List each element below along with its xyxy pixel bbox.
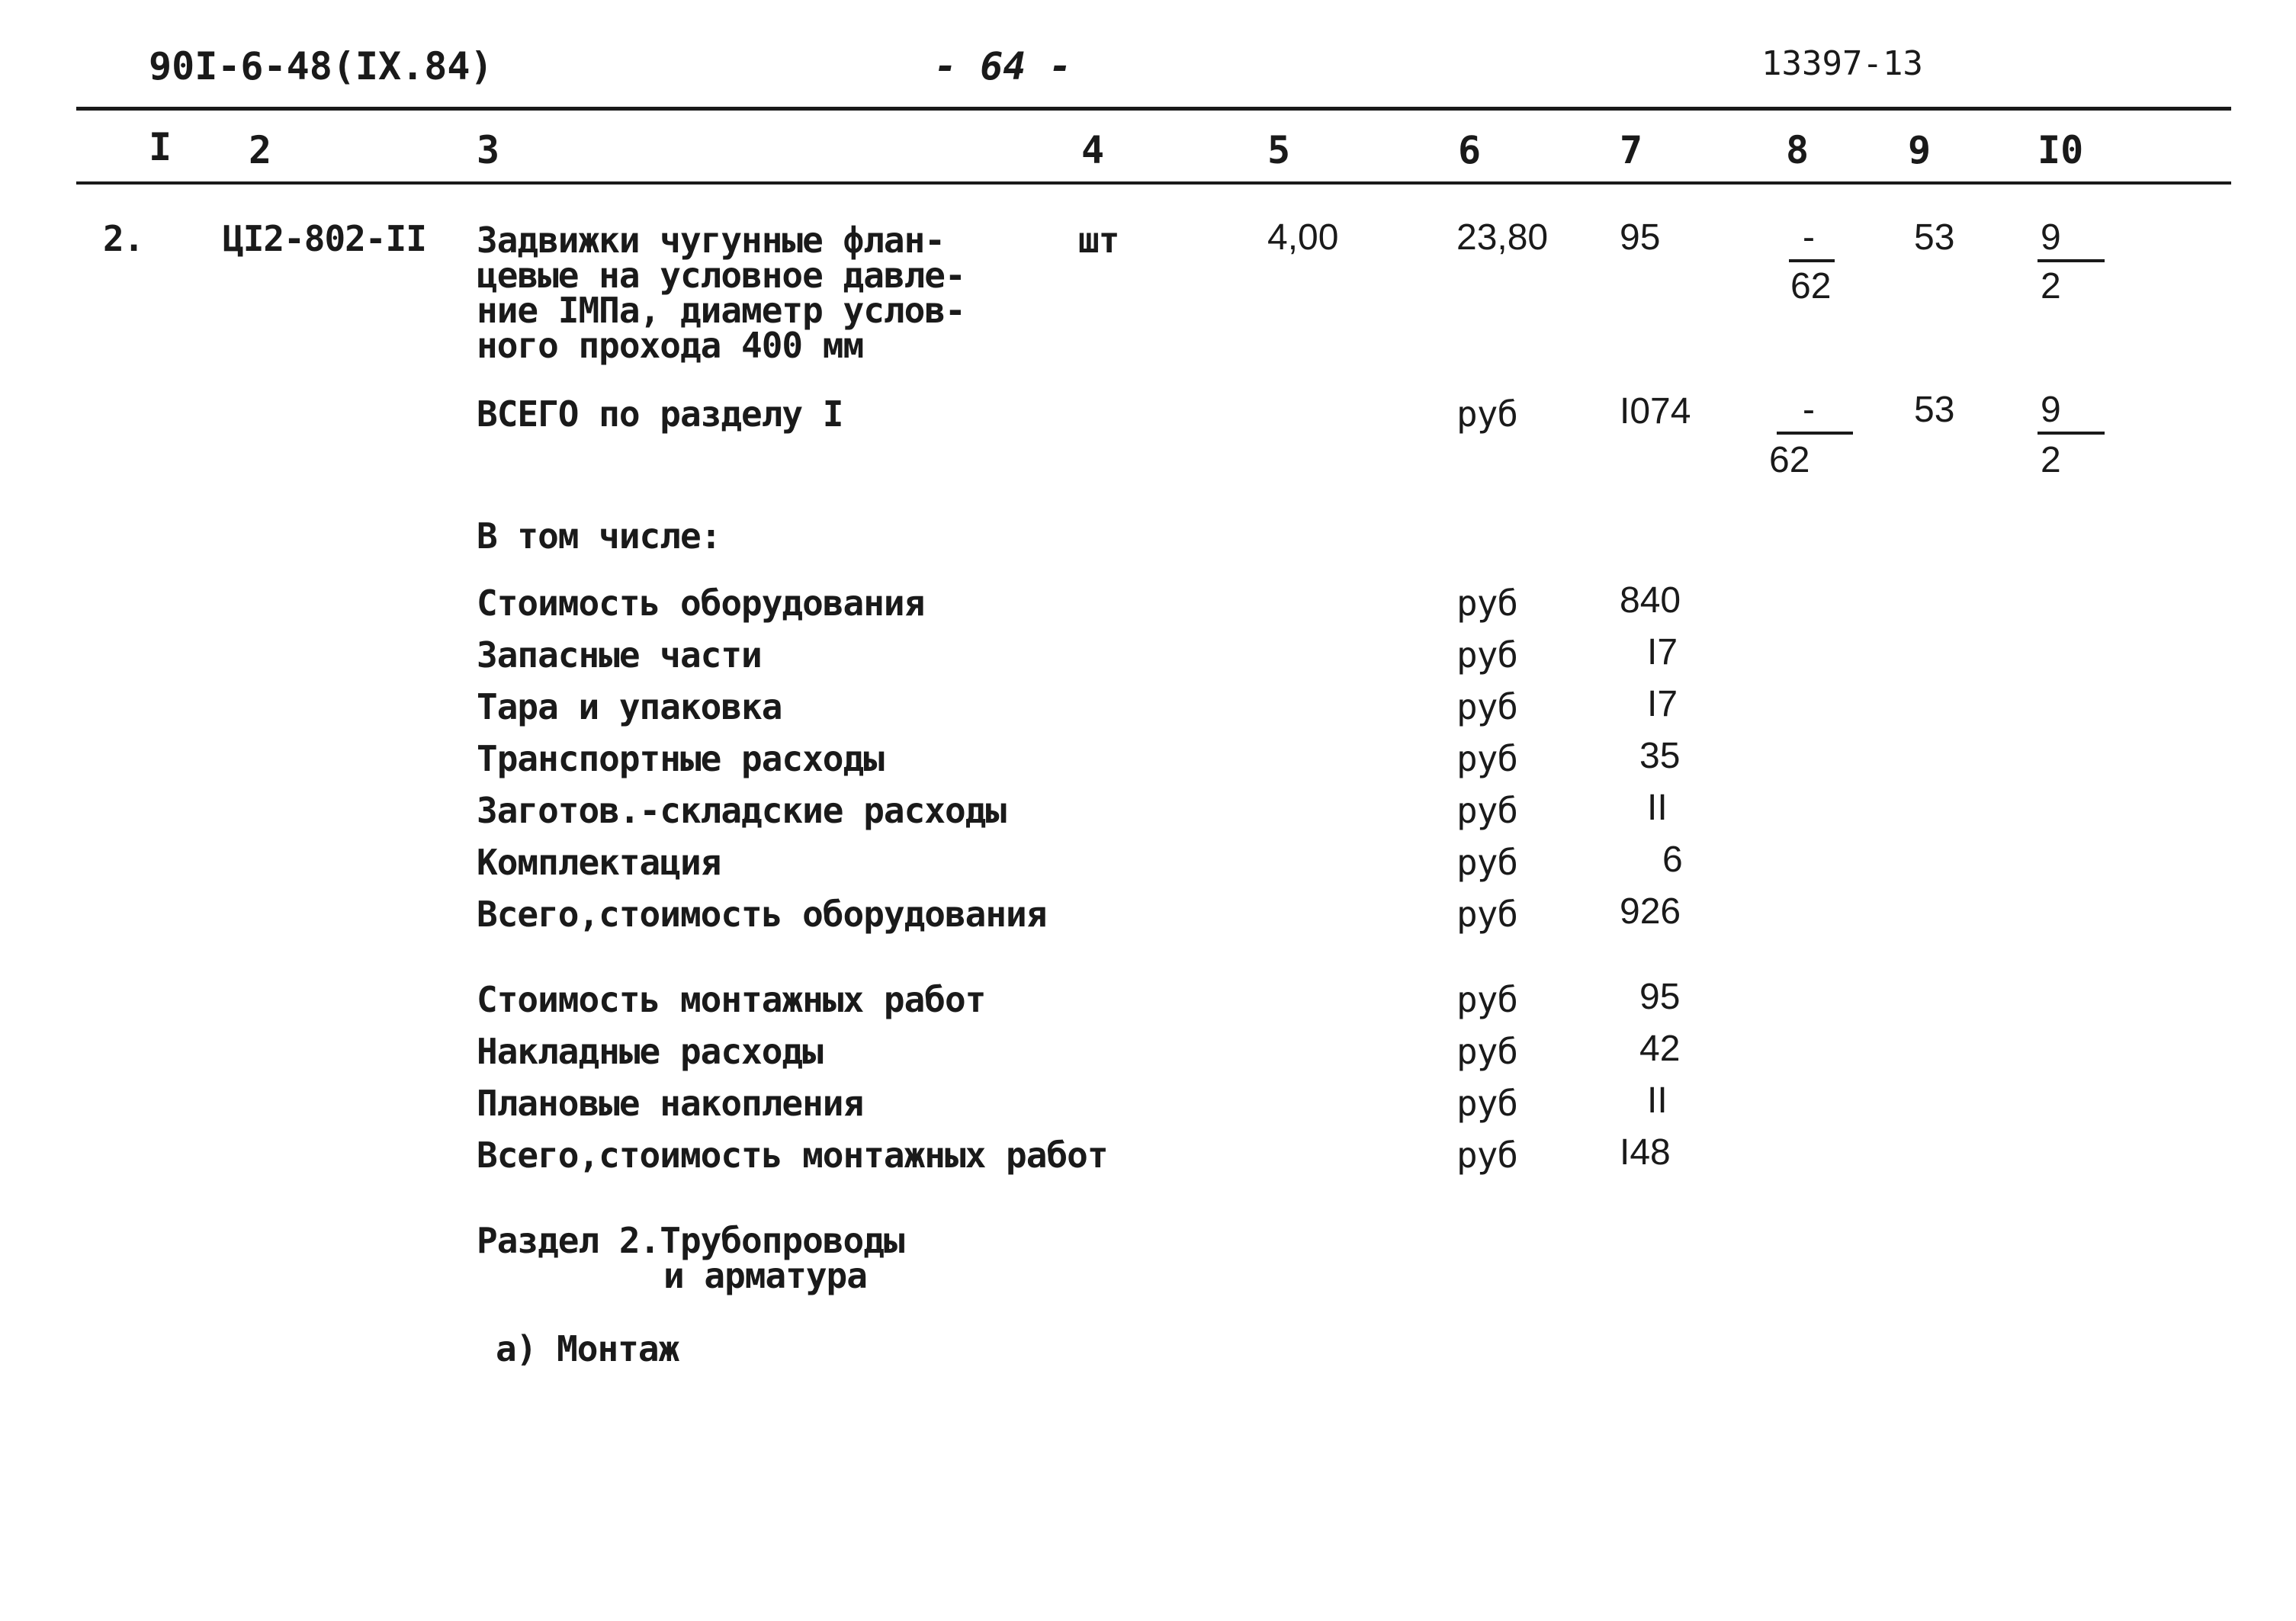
equipment-total-label: Всего,стоимость оборудования xyxy=(477,894,1047,935)
section-total-col10-top: 9 xyxy=(2041,390,2061,430)
installation-total-label: Всего,стоимость монтажных работ xyxy=(477,1135,1108,1176)
equipment-item-unit: руб xyxy=(1456,738,1518,779)
installation-item-unit: руб xyxy=(1456,1031,1518,1072)
equipment-item-unit: руб xyxy=(1456,842,1518,883)
row-col8-fraction-line xyxy=(1789,259,1835,262)
column-header-9: 9 xyxy=(1908,128,1932,172)
column-header-3: 3 xyxy=(477,128,500,172)
header-top-rule xyxy=(76,107,2231,111)
installation-item-label: Накладные расходы xyxy=(477,1031,823,1072)
installation-item-label: Стоимость монтажных работ xyxy=(477,979,986,1020)
section2-heading-line1: Раздел 2.Трубопроводы xyxy=(477,1220,904,1261)
equipment-item-value: I7 xyxy=(1647,632,1678,672)
equipment-total-value: 926 xyxy=(1620,891,1681,932)
column-header-2: 2 xyxy=(249,128,272,172)
section-total-value: I074 xyxy=(1620,391,1691,432)
column-header-6: 6 xyxy=(1458,128,1482,172)
column-header-5: 5 xyxy=(1267,128,1291,172)
installation-item-label: Плановые накопления xyxy=(477,1083,864,1124)
equipment-item-label: Комплектация xyxy=(477,842,721,883)
doc-code: 90I-6-48(IX.84) xyxy=(149,44,493,88)
row-index: 2. xyxy=(103,218,144,259)
row-col10-fraction-line xyxy=(2037,259,2105,262)
section2-heading-line2: и арматура xyxy=(663,1255,867,1296)
section-total-unit: руб xyxy=(1456,393,1518,435)
row-col8-bottom: 62 xyxy=(1790,266,1832,307)
section-total-col10-fraction-line xyxy=(2037,432,2105,435)
row-col9: 53 xyxy=(1914,217,1955,258)
section-total-col8-top: - xyxy=(1803,390,1815,430)
section-total-col8-fraction-line xyxy=(1777,432,1853,435)
equipment-item-unit: руб xyxy=(1456,583,1518,624)
equipment-item-value: I7 xyxy=(1647,684,1678,724)
row-code: ЦI2-802-II xyxy=(223,218,426,259)
section-total-label: ВСЕГО по разделу I xyxy=(477,393,843,435)
equipment-item-value: 840 xyxy=(1620,580,1681,621)
installation-total-unit: руб xyxy=(1456,1135,1518,1176)
equipment-item-unit: руб xyxy=(1456,634,1518,676)
including-heading: В том числе: xyxy=(477,515,721,557)
installation-item-value: 95 xyxy=(1639,977,1681,1017)
installation-total-value: I48 xyxy=(1620,1132,1671,1173)
equipment-item-label: Транспортные расходы xyxy=(477,738,884,779)
inventory-number: 13397-13 xyxy=(1761,44,1923,83)
section-total-col10-bottom: 2 xyxy=(2041,440,2061,480)
row-total: 95 xyxy=(1620,217,1661,258)
column-header-7: 7 xyxy=(1620,128,1643,172)
equipment-item-value: 6 xyxy=(1662,839,1683,880)
equipment-item-unit: руб xyxy=(1456,686,1518,727)
section-total-col8-bottom: 62 xyxy=(1769,440,1810,480)
equipment-item-label: Стоимость оборудования xyxy=(477,583,925,624)
row-quantity: 4,00 xyxy=(1267,217,1339,258)
equipment-item-value: II xyxy=(1647,788,1668,828)
column-header-8: 8 xyxy=(1786,128,1810,172)
equipment-total-unit: руб xyxy=(1456,894,1518,935)
installation-item-value: 42 xyxy=(1639,1029,1681,1069)
page-number: - 64 - xyxy=(934,44,1072,88)
equipment-item-value: 35 xyxy=(1639,736,1681,776)
equipment-item-label: Тара и упаковка xyxy=(477,686,782,727)
row-description xyxy=(477,220,965,366)
column-header-10: I0 xyxy=(2037,128,2084,172)
section-total-col9: 53 xyxy=(1914,390,1955,430)
description-line: цевые на условное давле- xyxy=(477,255,965,296)
installation-item-unit: руб xyxy=(1456,1083,1518,1124)
section2-subsection: а) Монтаж xyxy=(496,1328,679,1369)
column-header-4: 4 xyxy=(1081,128,1105,172)
header-bottom-rule xyxy=(76,181,2231,185)
equipment-item-unit: руб xyxy=(1456,790,1518,831)
row-price: 23,80 xyxy=(1456,217,1549,258)
description-line: ного прохода 400 мм xyxy=(477,325,864,366)
row-col10-bottom: 2 xyxy=(2041,266,2061,307)
installation-item-value: II xyxy=(1647,1080,1668,1121)
row-col8-top: - xyxy=(1803,217,1815,258)
row-col10-top: 9 xyxy=(2041,217,2061,258)
equipment-item-label: Заготов.-складские расходы xyxy=(477,790,1007,831)
installation-item-unit: руб xyxy=(1456,979,1518,1020)
equipment-item-label: Запасные части xyxy=(477,634,762,676)
description-line: ние IМПа, диаметр услов- xyxy=(477,290,965,331)
description-line: Задвижки чугунные флан- xyxy=(477,220,945,261)
row-unit: шт xyxy=(1078,220,1119,261)
column-header-1: I xyxy=(149,125,172,169)
